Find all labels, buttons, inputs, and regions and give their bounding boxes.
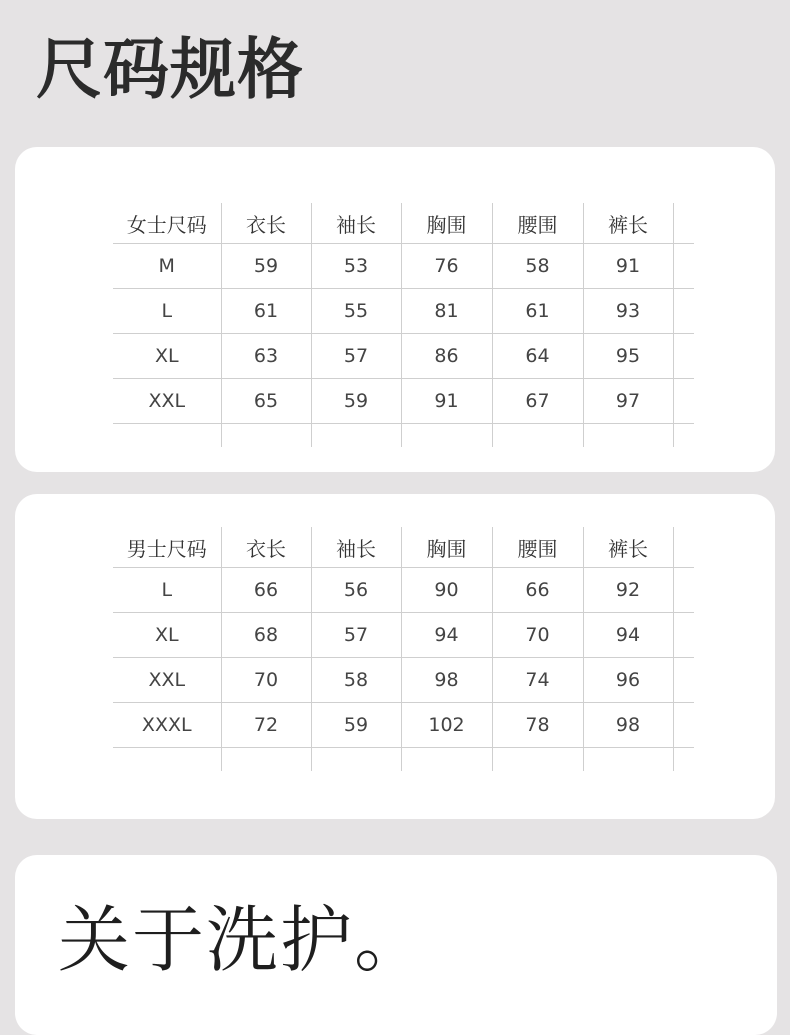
column-header: 裤长 (583, 527, 673, 568)
value-cell: 96 (583, 658, 673, 703)
column-header: 衣长 (221, 203, 311, 244)
value-cell: 81 (401, 289, 492, 334)
table-spacer (673, 703, 694, 748)
value-cell: 58 (311, 658, 401, 703)
value-cell: 55 (311, 289, 401, 334)
table-row (113, 658, 694, 703)
table-spacer (673, 379, 694, 424)
column-header: 男士尺码 (113, 527, 221, 568)
table-blank-row (113, 748, 694, 772)
column-header: 腰围 (492, 527, 583, 568)
value-cell: 66 (221, 568, 311, 613)
value-cell: 76 (401, 244, 492, 289)
value-cell: 59 (311, 379, 401, 424)
care-card (15, 855, 777, 1035)
column-header: 胸围 (401, 527, 492, 568)
table-spacer (673, 613, 694, 658)
value-cell: 59 (311, 703, 401, 748)
value-cell: 56 (311, 568, 401, 613)
value-cell: 86 (401, 334, 492, 379)
value-cell: 95 (583, 334, 673, 379)
value-cell: 68 (221, 613, 311, 658)
value-cell: 78 (492, 703, 583, 748)
table-spacer (673, 658, 694, 703)
column-header: 腰围 (492, 203, 583, 244)
table-spacer (673, 203, 694, 244)
table-row (113, 568, 694, 613)
value-cell: 72 (221, 703, 311, 748)
column-header: 袖长 (311, 527, 401, 568)
size-cell: XXL (113, 658, 221, 703)
table-header-row (113, 527, 694, 568)
table-row (113, 703, 694, 748)
table-spacer (673, 244, 694, 289)
value-cell: 102 (401, 703, 492, 748)
value-cell: 64 (492, 334, 583, 379)
size-cell: XL (113, 613, 221, 658)
value-cell: 61 (221, 289, 311, 334)
value-cell: 53 (311, 244, 401, 289)
table-row (113, 379, 694, 424)
value-cell: 57 (311, 334, 401, 379)
table-spacer (673, 334, 694, 379)
table-blank-row (113, 424, 694, 448)
table-spacer (673, 527, 694, 568)
value-cell: 90 (401, 568, 492, 613)
column-header: 胸围 (401, 203, 492, 244)
care-title: 关于洗护。 (58, 898, 429, 982)
value-cell: 91 (583, 244, 673, 289)
column-header: 裤长 (583, 203, 673, 244)
value-cell: 70 (492, 613, 583, 658)
value-cell: 59 (221, 244, 311, 289)
table-header-row (113, 203, 694, 244)
value-cell: 70 (221, 658, 311, 703)
table-row (113, 613, 694, 658)
value-cell: 63 (221, 334, 311, 379)
table-row (113, 334, 694, 379)
column-header: 女士尺码 (113, 203, 221, 244)
men-size-card (15, 494, 775, 819)
value-cell: 92 (583, 568, 673, 613)
value-cell: 61 (492, 289, 583, 334)
value-cell: 98 (401, 658, 492, 703)
value-cell: 98 (583, 703, 673, 748)
women-size-table (113, 203, 694, 447)
table-row (113, 289, 694, 334)
size-cell: M (113, 244, 221, 289)
table-row (113, 244, 694, 289)
table-spacer (673, 568, 694, 613)
value-cell: 57 (311, 613, 401, 658)
size-cell: L (113, 289, 221, 334)
size-cell: L (113, 568, 221, 613)
value-cell: 67 (492, 379, 583, 424)
men-size-table (113, 527, 694, 771)
value-cell: 93 (583, 289, 673, 334)
value-cell: 74 (492, 658, 583, 703)
size-cell: XXL (113, 379, 221, 424)
value-cell: 94 (401, 613, 492, 658)
value-cell: 94 (583, 613, 673, 658)
table-spacer (673, 289, 694, 334)
value-cell: 66 (492, 568, 583, 613)
value-cell: 65 (221, 379, 311, 424)
value-cell: 91 (401, 379, 492, 424)
women-size-card (15, 147, 775, 472)
column-header: 袖长 (311, 203, 401, 244)
value-cell: 97 (583, 379, 673, 424)
page-title: 尺码规格 (36, 31, 304, 108)
size-cell: XL (113, 334, 221, 379)
column-header: 衣长 (221, 527, 311, 568)
value-cell: 58 (492, 244, 583, 289)
size-cell: XXXL (113, 703, 221, 748)
